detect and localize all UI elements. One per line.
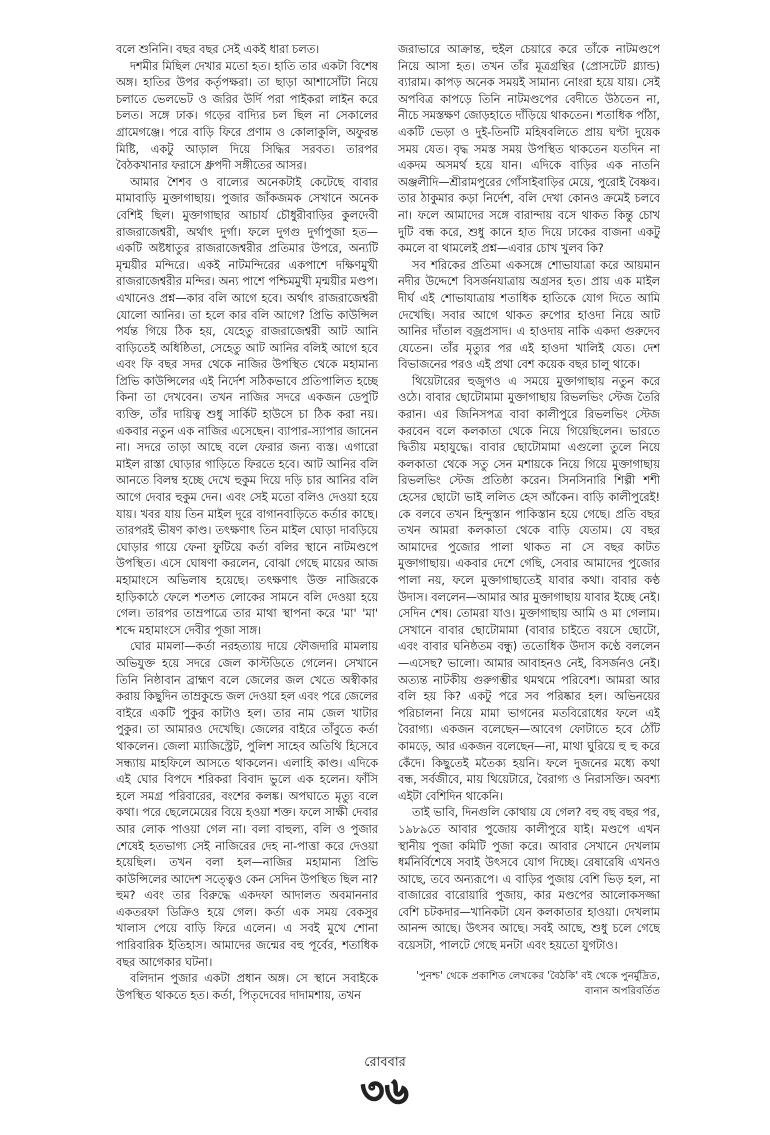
source-note-line: 'পুনশ্চ' থেকে প্রকাশিত লেখকের 'বৈঠকি' বই থেকে পুনর্মুদ্রিত, [416,970,660,982]
source-note-line: বানান অপরিবর্তিত [584,985,660,997]
article-paragraph: আমার শৈশব ও বাল্যের অনেকটাই কেটেছে বাবার মামাবাড়ি মুক্তাগাছায়। পুজার জাঁকজমক সেখানে অনেক বেশিই ছিল। মুক্তাগাছার আচার্য চৌধুরীবাড়ির কুলদেবী রাজরাজেশ্বরী, অর্থাৎ দুর্গা। ফলে দুগগু দুর্গাপুজা হত—একটি অষ্টধাতুর রাজরাজেশ্বরীর প্রতিমার উপরে, অন্যটি মৃন্ময়ীর মন্দিরে। একই নাটমন্দিরের একপাশে দক্ষিণমুখী রাজরাজেশ্বরীর মন্দির। অন্য পাশে পশ্চিমমুখী মৃন্ময়ীর মণ্ডপ। এখানেও প্রশ্ন—কার বলি আগে হবে। অর্থাৎ রাজরাজেশ্বরী যোলো আনির। তা হলে কার বলি আগে? প্রিভি কাউন্সিল পর্যন্ত গিয়ে ঠিক হয়, যেহেতু রাজরাজেশ্বরী আট আনি বাড়িতেই অধিষ্ঠিতা, সেহেতু আট আনির বলিই আগে হবে এবং ফি বছর সদর থেকে নাজির উপস্থিত থেকে মহামান্য প্রিভি কাউন্সিলের এই নির্দেশ সঠিকভাবে প্রতিপালিত হচ্ছে কিনা তা দেখবেন। তখন নাজির সদরে একজন ডেপুটি ব্যক্তি, তাঁর দায়িত্ব শুধু সার্কিট হাউসে চা ঠিক করা নয়। একবার নতুন এক নাজির এসেছেন। ব্যাপার-স্যাপার জানেন না। সদরে তাড়া আছে বলে ফেরার জন্য ব্যস্ত। এগারো মাইল রাস্তা ঘোড়ার গাড়িতে ফিরতে হবে। আট আনির বলি আনতে বিলম্ব হচ্ছে দেখে হুকুম দিয়ে দড়ি চার আনির বলি আগে দেবার হুকুম দেন। এবং সেই মতো বলিও দেওয়া হয়ে যায়। খবর যায় তিন মাইল দূরে বাগানবাড়িতে কর্তার কাছে। তারপরই ভীষণ কাণ্ড। তৎক্ষণাৎ তিন মাইল ঘোড়া দাবড়িয়ে ঘোড়ার গায়ে ফেনা ফুটিয়ে কর্তা বলির স্থানে নাটমণ্ডপে উপস্থিত। এসে ঘোষণা করলেন, বোঝা গেছে মায়ের আজ মহামাংসে অভিলাষ হয়েছে। তৎক্ষণাৎ উক্ত নাজিরকে হাড়িকাঠে ফেলে শতশত লোকের সামনে বলি দেওয়া হয়ে গেল। তারপর তাম্রপাত্রে তার মাথা স্থাপনা করে 'মা' 'মা' শব্দে মহামাংসে দেবীর পূজা সাঙ্গ। [116,175,378,637]
magazine-name: রোববার [364,1055,406,1070]
article-paragraph: জরাভারে আক্রান্ত, হুইল চেয়ারে করে তাঁকে নাটমণ্ডপে নিয়ে আসা হত। তখন তাঁর মূত্রগ্রন্থির (প্রোসটেট গ্ল্যান্ড) ব্যারাম। কাপড় অনেক সময়ই সামান্য নোংরা হয়ে যায়। সেই অপবিত্র কাপড়ে তিনি নাটমণ্ডপের বেদীতে উঠতেন না, নীচে সমস্তক্ষণ জোড়হাতে দাঁড়িয়ে থাকতেন। শতাধিক পাঁঠা, একটি ভেড়া ও দুই-তিনটি মহিষবলিতে প্রায় ঘণ্টা দুয়েক সময় যেত। বৃদ্ধ সমস্ত সময় উপস্থিত থাকতেন যতদিন না একদম অসমর্থ হয়ে যান। এদিকে বাড়ির এক নাতনি অঞ্জলীদি—শ্রীরামপুরের গোঁসাইবাড়ির মেয়ে, পুরোই বৈষ্ণব। তার ঠাকুমার কড়া নির্দেশ, বলি দেখা কোনও ক্রমেই চলবে না। ফলে আমাদের সঙ্গে বারান্দায় বসে থাকত কিন্তু চোখ দুটি বন্ধ করে, শুধু কানে হাত দিয়ে ঢাকের বাজনা একটু কমলে বা থামলেই প্রশ্ন—এবার চোখ খুলব কি? [398,43,660,256]
article-paragraph: থিয়েটারের হুজুগও এ সময়ে মুক্তাগাছায় নতুন করে ওঠে। বাবার ছোটোমামা মুক্তাগাছায় রিভলভিং স্টেজ তৈরি করান। এর জিনিসপত্র বাবা কালীপুরে রিভলভিং স্টেজ করবেন বলে কলকাতা থেকে নিয়ে গিয়েছিলেন। ভারতে দ্বিতীয় মহাযুদ্ধে। বাবার ছোটোমামা এগুলো তুলে নিয়ে কলকাতা থেকে সতু সেন মশায়কে নিয়ে গিয়ে মুক্তাগাছায় রিভলভিং স্টেজ প্রতিষ্ঠা করেন। সিনসিনারি শিল্পী শশী হেসের ছোটো ভাই ললিত হেস আঁকেন। বাড়ি কালীপুরেই! কে বলবে তখন হিন্দুস্তান পাকিস্তান হয়ে গেছে। প্রতি বছর তখন আমরা কলকাতা থেকে বাড়ি যেতাম। যে বছর আমাদের পুজোর পালা থাকত না সে বছর কাটত মুক্তাগাছায়। একবার দেশে গেছি, সেবার আমাদের পুজোর পালা নয়, ফলে মুক্তাগাছাতেই যাবার কথা। বাবার কণ্ঠ উদাস। বললেন—আমার আর মুক্তাগাছায় যাবার ইচ্ছে নেই। সেদিন শেষ। তোমরা যাও। মুক্তাগাছায় আমি ও মা গেলাম। সেখানে বাবার ছোটোমামা (বাবার চাইতে বয়সে ছোটো, এবং বাবার ঘনিষ্ঠতম বন্ধু) ততোধিক উদাস কণ্ঠে বললেন—এসেছ? ভালো। আমার আবাহনও নেই, বিসর্জনও নেই। অত্যন্ত নাটকীয় গুরুগম্ভীর থমথমে পরিবেশ। আমরা আর বলি হয় কি? একটু পরে সব পরিষ্কার হল। অভিনয়ের পরিচালনা নিয়ে মামা ভাগনের মতবিরোধের ফলে এই বৈরাগ্য। একজন বলেছেন—আবেগ ফোটাতে হবে ঠোঁট কামড়ে, আর একজন বলেছেন—না, মাথা ঘুরিয়ে হু হু করে কেঁদে। কিছুতেই মতৈক্য হয়নি। ফলে দুজনের মধ্যে কথা বন্ধ, সর্বজীবে, মায় থিয়েটারে, বৈরাগ্য ও নিরাসক্তি। অবশ্য এইটা বেশিদিন থাকেনি। [398,374,660,803]
article-column-left [116,42,378,1042]
article [116,42,660,1042]
article-paragraph: বলিদান পুজার একটা প্রধান অঙ্গ। সে স্থানে সবাইকে উপস্থিত থাকতে হত। কর্তা, পিতৃদেবের দাদামশায়, তখন [116,972,378,1002]
article-paragraph: ঘোর মামলা—কর্তা নরহত্যায় দায়ে ফৌজদারি মামলায় অভিযুক্ত হয়ে সদরে জেল কাস্টডিতে গেলেন। সেখানে তিনি নিষ্ঠাবান ব্রাহ্মণ বলে জেলের জল খেতে অস্বীকার করায় কিছুদিন তাম্রকুন্ডে জল দেওয়া হল এবং পরে জেলের বাইরে একটি পুকুর কাটাও হল। তার নাম জেল খাটার পুকুর। তা আমারও দেখেছি। জেলের বাইরে তাঁবুতে কর্তা থাকলেন। জেলা ম্যাজিস্ট্রেট, পুলিশ সাহেব অতিথি হিসেবে সন্ধ্যায় মাহফিলে আসতে থাকলেন। এলাহি কাণ্ড। এদিকে এই ঘোর বিপদে শরিকরা বিবাদ ভুলে এক হলেন। ফাঁসি হলে সমগ্র পরিবারের, বংশের কলঙ্ক। অপঘাতে মৃত্যু বলে কথা। পরে ছেলেমেয়ের বিয়ে হওয়া শক্ত। ফলে সাক্ষী দেবার আর লোক পাওয়া গেল না। বলা বাহুল্য, বলি ও পুজার শেষেই হতভাগ্য সেই নাজিরের দেহ না-পাত্তা করে দেওয়া হয়েছিল। তখন বলা হল—নাজির মহামান্য প্রিভি কাউন্সিলের আদেশ সত্ত্বেও কেন সেদিন উপস্থিত ছিল না? হুম? এবং তার বিরুদ্ধে একদফা আদালত অবমাননার একতরফা ডিক্রিও হয়ে গেল। কর্তা এক সময় বেকসুর খালাস পেয়ে বাড়ি ফিরে এলেন। এ সবই মুখে শোনা পারিবারিক ইতিহাস। আমাদের জন্মের বহু পূর্বের, শতাধিক বছর আগেকার ঘটনা। [116,640,378,969]
article-paragraph: বলে শুনিনি। বছর বছর সেই একই ধারা চলত। [116,43,320,56]
article-paragraph: সব শরিকের প্রতিমা একসঙ্গে শোভাযাত্রা করে আয়মান নদীর উদ্দেশে বিসর্জনযাত্রায় অগ্রসর হত। প্রায় এক মাইল দীর্ঘ এই শোভাযাত্রায় শতাধিক হাতিকে যোগ দিতে আমি দেখেছি। সবার আগে থাকত রুপোর হাওদা নিয়ে আট আনির দাঁতাল বজ্রপ্রসাদ। এ হাওদায় নাকি একদা গুরুদেব যেতেন। তাঁর মৃত্যুর পর এই হাওদা খালিই যেত। দেশ বিভাজনের পরও এই প্রথা বেশ কয়েক বছর চালু থাকে। [398,258,660,372]
page-footer [0,1055,770,1111]
article-paragraph: তাই ভাবি, দিনগুলি কোথায় যে গেল? বহু বছ বছর পর, ১৯৮৯তে আবার পুজোয় কালীপুরে যাই। মণ্ডপে এখন স্থানীয় পুজা কমিটি পুজা করে। আবার সেখানে দেখলাম ধর্মনির্বিশেষে সবাই উৎসবে যোগ দিচ্ছে। রেষারেষি এখনও আছে, তবে অন্যরূপে। এ বাড়ির পুজায় বেশি ভিড় হল, না বাজারের বারোয়ারি পুজায়, কার মণ্ডপের আলোকসজ্জা বেশি চটকদার—খানিকটা যেন কলকাতার হাওয়া। দেখলাম আনন্দ আছে। উৎসব আছে। সবই আছে, শুধু চলে গেছে বয়েসটা, পালটে গেছে মনটা এবং হয়তো যুগটাও। [398,806,660,953]
article-paragraph: দশমীর মিছিল দেখার মতো হত। হাতি তার একটা বিশেষ অঙ্গ। হাতির উপর কর্তৃপক্ষরা। তা ছাড়া আশাসোঁটা নিয়ে চলাতে ভেলভেট ও জরির উর্দি পরা পাইকরা লাইন করে চলত। সঙ্গে ঢাক। গড়ের বাদ্যির চল ছিল না সেকালের গ্রামেগঞ্জে। পরে বাড়ি ফিরে প্রণাম ও কোলাকুলি, অফুরন্ত মিষ্টি, একটু আড়াল দিয়ে সিদ্ধির সরবত। তারপর বৈঠকখানার ফরাসে ধ্রুপদী সঙ্গীতের আসর। [116,59,378,173]
article-column-right [398,42,660,1042]
page-number: ৩৬ [360,1070,410,1112]
source-note [398,969,660,999]
